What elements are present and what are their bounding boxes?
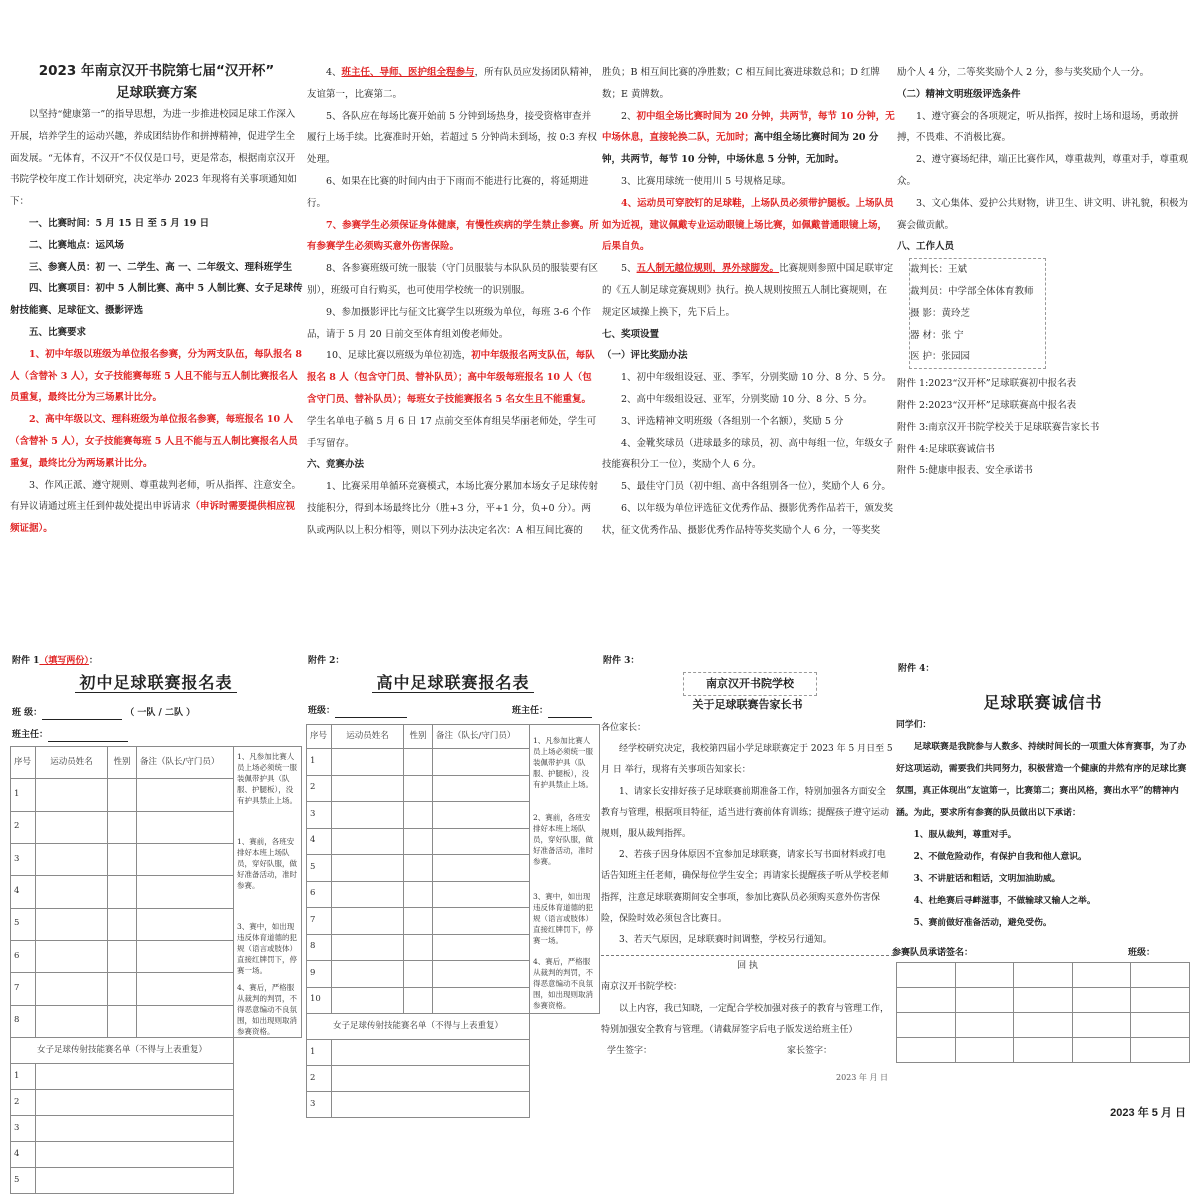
award-6-cont: 励个人 4 分，二等奖奖励个人 2 分，参与奖奖励个人一分。 bbox=[897, 67, 1150, 78]
table-row[interactable]: 5 bbox=[11, 908, 302, 940]
table-row[interactable]: 1 bbox=[307, 1040, 600, 1066]
letter-title-2: 关于足球联赛告家长书 bbox=[692, 698, 803, 711]
letter-item-3: 3、若天气原因，足球联赛时间调整，学校另行通知。 bbox=[619, 935, 832, 946]
student-signature-field[interactable]: 学生签字： bbox=[607, 1046, 653, 1057]
table-row[interactable]: 1 bbox=[307, 749, 600, 776]
attachment-link-2[interactable]: 附件 2:2023“汉开杯”足球联赛高中报名表 bbox=[897, 399, 1077, 411]
table-row[interactable]: 7 bbox=[307, 908, 600, 935]
section-place: 二、比赛地点：运风场 bbox=[29, 239, 125, 251]
letter-item-1: 1、请家长安排好孩子足球联赛前期准备工作，特别加强各方面安全教育与管理，根据项目特征，适当进行赛前体育训练；提醒孩子遵守运动规则，服从裁判指挥。 bbox=[601, 786, 890, 840]
letter-intro: 经学校研究决定，我校第四届小学足球联赛定于 2023 年 5 月日至 5 月 日 举行，现将有关事项告知家长： bbox=[601, 744, 893, 776]
receipt-title: 回 执 bbox=[737, 961, 758, 972]
header-gender: 性别 bbox=[404, 725, 433, 749]
table-row[interactable]: 1 bbox=[11, 1064, 302, 1090]
competition-3: 3、比赛用球统一使用川 5 号规格足球。 bbox=[621, 175, 792, 187]
table-row[interactable]: 6 bbox=[307, 881, 600, 908]
table-row[interactable]: 8 bbox=[307, 934, 600, 961]
section-staff: 八、工作人员 bbox=[897, 241, 955, 253]
teacher-input[interactable] bbox=[548, 717, 592, 718]
attachment-1-label: 附件 1（填写两份）： bbox=[12, 656, 98, 666]
civility-criteria-title: （二）精神文明班级评选条件 bbox=[897, 88, 1021, 100]
competition-5: 5、五人制无越位规则，界外球脚发。比赛规则参照中国足联审定的《五人制足球竞赛规则》执行。换人规则按照五人制比赛规则，在规定区域操上换下，先下后上。 bbox=[602, 263, 894, 318]
attachment-2-senior-form bbox=[306, 652, 600, 1142]
pledge-intro: 足球联赛是我院参与人数多、持续时间长的一项重大体育赛事，为了办好这项运动，需要我们共同努力，积极营造一个健康的井然有序的足球比赛氛围，真正体现出“友谊第一，比赛第二；赛出风格，赛出水平”的精神内涵。为此，要求所有参赛的队员做出以下承诺： bbox=[896, 742, 1187, 818]
junior-rules-cell: 1、凡参加比赛人员上场必须统一服装佩带护具（队服、护腿板），没有护具禁止上场。 1、赛前，各班安排好本班上场队员，穿好队服，做好准备活动，准时参赛。 3、赛中，如出现违反体育道德的犯规（语言或肢体）直接红牌罚下，停赛一场。 4、赛后，严格服从裁判的判罚，不得恶意编动不良氛围，如出现则取消参赛资格。 bbox=[234, 747, 302, 1038]
section-requirements: 五、比赛要求 bbox=[29, 326, 87, 338]
senior-roster-table bbox=[306, 724, 600, 1118]
section-time: 一、比赛时间：5 月 15 日 至 5 月 19 日 bbox=[29, 217, 210, 229]
header-number: 序号 bbox=[307, 725, 332, 749]
award-3: 3、评选精神文明班级（各组别一个名额），奖励 5 分 bbox=[621, 415, 844, 427]
header-name: 运动员姓名 bbox=[332, 725, 404, 749]
pledge-item-1: 1、服从裁判，尊重对手。 bbox=[913, 830, 1017, 840]
letter-title-1: 南京汉开书院学校 bbox=[683, 672, 817, 696]
requirement-1: 1、初中年级以班级为单位报名参赛，分为两支队伍，每队报名 8 人（含替补 3 人），女子技能赛每班 5 人且不能与五人制比赛报名人员重复，最终比分为三场累计比分。 bbox=[10, 348, 303, 404]
attachment-2-title: 高中足球联赛报名表 bbox=[306, 672, 600, 694]
header-name: 运动员姓名 bbox=[36, 747, 108, 779]
pledge-class-label: 班级： bbox=[1128, 948, 1156, 958]
rule-4: 4、班主任、导师、医护组全程参与，所有队员应发扬团队精神，友谊第一，比赛第二。 bbox=[307, 67, 599, 100]
table-row[interactable]: 7 bbox=[11, 973, 302, 1005]
pledge-item-5: 5、赛前做好准备活动，避免受伤。 bbox=[913, 918, 1052, 928]
pledge-signature-table[interactable] bbox=[896, 962, 1190, 1063]
rule-6: 6、如果在比赛的时间内由于下雨而不能进行比赛的，将延期进行。 bbox=[307, 175, 589, 209]
plan-column-4 bbox=[897, 62, 1190, 502]
section-participants: 三、参赛人员：初 一、二学生、高 一、二年级文、理科班学生 bbox=[29, 261, 293, 273]
receipt-text: 以上内容，我已知晓，一定配合学校加强对孩子的教育与管理工作，特别加强安全教育与管理。（请截屏签字后电子版发送给班主任） bbox=[601, 1003, 890, 1035]
section-competition: 六、竞赛办法 bbox=[307, 459, 365, 471]
header-number: 序号 bbox=[11, 747, 36, 779]
attachment-link-4[interactable]: 附件 4:足球联赛诚信书 bbox=[897, 443, 995, 455]
rule-7: 7、参赛学生必须保证身体健康，有慢性疾病的学生禁止参赛。所有参赛学生必须购买意外伤害保险。 bbox=[307, 219, 599, 253]
award-1: 1、初中年级组设冠、亚、季军，分别奖励 10 分、8 分、5 分。 bbox=[621, 372, 892, 384]
table-row[interactable]: 4 bbox=[11, 1142, 302, 1168]
pledge-greeting: 同学们： bbox=[896, 720, 932, 730]
pledge-item-3: 3、不讲脏话和粗话，文明加油助威。 bbox=[913, 874, 1061, 884]
letter-item-2: 2、若孩子因身体原因不宜参加足球联赛，请家长写书面材料或打电话告知班主任老师，确保每位学生安全；再请家长提醒孩子听从学校老师指挥，注意足球联赛期间安全事项，参加比赛队员必须购买意外伤害保险，保险时效必须包含比赛日。 bbox=[601, 850, 890, 924]
table-row[interactable]: 3 bbox=[11, 1116, 302, 1142]
senior-rules-cell: 1、凡参加比赛人员上场必须统一服装佩带护具（队服、护腿板），没有护具禁止上场。 2、赛前，各班安排好本班上场队员，穿好队服，做好准备活动，准时参赛。 3、赛中，如出现违反体育道德的犯规（语言或肢体）直接红牌罚下，停赛一场。 4、赛后，严格服从裁判的判罚，不得恶意编动不良氛围，如出现则取消参赛资格。 bbox=[530, 725, 600, 1014]
award-4: 4、金靴奖球员（进球最多的球员，初、高中每组一位，年级女子技能赛积分工一位），奖励个人 6 分。 bbox=[602, 437, 894, 471]
teacher-field: 班主任： bbox=[12, 728, 128, 742]
rule-9: 9、参加摄影评比与征文比赛学生以班级为单位，每班 3-6 个作品，请于 5 月 20 日前交至体育组刘俊老师处。 bbox=[307, 306, 591, 340]
award-6: 6、以年级为单位评选征文优秀作品、摄影优秀作品若干，颁发奖状，征文优秀作品、摄影优秀作品特等奖奖励个人 6 分，一等奖奖 bbox=[602, 502, 894, 536]
table-row[interactable]: 2 bbox=[307, 1066, 600, 1092]
table-row[interactable]: 6 bbox=[11, 940, 302, 972]
attachment-3-label: 附件 3： bbox=[603, 656, 640, 666]
class-field: 班 级： （ 一队 / 二队 ） bbox=[12, 708, 196, 718]
table-row[interactable]: 4 bbox=[307, 828, 600, 855]
rule-8: 8、各参赛班级可统一服装（守门员服装与本队队员的服装要有区别），班级可自行购买，也可使用学校统一的识别服。 bbox=[307, 263, 599, 296]
plan-column-2 bbox=[307, 62, 599, 552]
section-events: 四、比赛项目：初中 5 人制比赛、高中 5 人制比赛、女子足球传射技能赛、足球征文、摄影评选 bbox=[10, 283, 303, 317]
section-awards: 七、奖项设置 bbox=[602, 328, 660, 340]
table-row[interactable]: 2 bbox=[11, 1090, 302, 1116]
document-title: 2023 年南京汉开书院第七届“汉开杯” 足球联赛方案 bbox=[38, 63, 275, 101]
pledge-date: 2023 年 5 月 日 bbox=[1110, 1107, 1186, 1119]
competition-4: 4、运动员可穿胶钉的足球鞋，上场队员必须带护腿板。上场队员如为近视，建议佩戴专业运动眼镜上场比赛，如佩戴普通眼镜上场，后果自负。 bbox=[602, 197, 894, 253]
intro-paragraph: 以坚持“健康第一”的指导思想，为进一步推进校园足球工作深入开展，培养学生的运动兴趣，养成团结协作和拼搏精神，促进学生全面发展。“无体育，不汉开”不仅仅是口号，更是常态，根据南京汉开书院学校年度工作计划研究，决定举办 2023 年现将有关事项通知如下： bbox=[10, 109, 297, 208]
attachment-link-3[interactable]: 附件 3:南京汉开书院学校关于足球联赛告家长书 bbox=[897, 421, 1100, 433]
class-input[interactable] bbox=[42, 719, 122, 720]
rule-5: 5、各队应在每场比赛开始前 5 分钟到场热身，接受资格审查并履行上场手续。比赛准时开始，若超过 5 分钟尚未到场，按 0:3 弃权处理。 bbox=[307, 110, 597, 166]
junior-roster-table bbox=[10, 746, 302, 1194]
civility-3: 3、文心集体、爱护公共财物，讲卫生、讲文明、讲礼貌，积极为赛会做贡献。 bbox=[897, 197, 1189, 231]
civility-2: 2、遵守赛场纪律，端正比赛作风，尊重裁判，尊重对手，尊重观众。 bbox=[897, 154, 1189, 187]
competition-1: 1、比赛采用单循环竞赛模式，本场比赛分累加本场女子足球传射技能积分，得到本场最终比分（胜+3 分，平+1 分，负+0 分）。两队或两队以上积分相等，则以下列办法决定名次：A 相互间比赛的 bbox=[307, 481, 599, 536]
table-row[interactable]: 8 bbox=[11, 1005, 302, 1037]
header-remark: 备注（队长/守门员） bbox=[137, 747, 234, 779]
header-remark: 备注（队长/守门员） bbox=[433, 725, 530, 749]
girls-list-title: 女子足球传射技能赛名单（不得与上表重复） bbox=[11, 1038, 234, 1064]
plan-column-3 bbox=[602, 62, 896, 552]
letter-greeting: 各位家长： bbox=[601, 723, 647, 733]
teacher-input[interactable] bbox=[48, 741, 128, 742]
attachment-link-1[interactable]: 附件 1:2023“汉开杯”足球联赛初中报名表 bbox=[897, 378, 1077, 390]
attachment-4-title: 足球联赛诚信书 bbox=[983, 693, 1103, 712]
letter-date: 2023 年 月 日 bbox=[836, 1073, 888, 1083]
table-row[interactable]: 10 bbox=[307, 987, 600, 1014]
teacher-field: 班主任： bbox=[512, 704, 592, 718]
civility-1: 1、遵守赛会的各项规定，听从指挥，按时上场和退场，勇敢拼搏，不畏难、不消极比赛。 bbox=[897, 110, 1179, 144]
header-gender: 性别 bbox=[108, 747, 137, 779]
attachment-list bbox=[897, 373, 1190, 482]
competition-2: 2、初中组全场比赛时间为 20 分钟，共两节，每节 10 分钟，无中场休息，直接轮换二队，无加时；高中组全场比赛时间为 20 分钟，共两节，每节 10 分钟，中场休息 5 分钟，无加时。 bbox=[602, 110, 895, 166]
requirement-3: 3、作风正派、遵守规则、尊重裁判老师，听从指挥、注意安全。有异议请通过班主任到仲裁处提出申诉请求（申诉时需要提供相应视频证据）。 bbox=[10, 479, 302, 535]
table-row[interactable]: 3 bbox=[307, 1092, 600, 1118]
table-row[interactable]: 4 bbox=[11, 876, 302, 908]
awards-method: （一）评比奖励办法 bbox=[602, 350, 688, 362]
attachment-4-integrity-pledge bbox=[892, 660, 1190, 1130]
pledge-item-4: 4、杜绝赛后寻衅滋事，不做输球又输人之举。 bbox=[913, 896, 1096, 906]
table-row[interactable]: 9 bbox=[307, 961, 600, 988]
table-row[interactable]: 2 bbox=[11, 811, 302, 843]
attachment-1-junior-form bbox=[10, 652, 302, 1185]
class-input[interactable] bbox=[335, 717, 407, 718]
pledge-item-2: 2、不做危险动作，有保护自我和他人意识。 bbox=[913, 852, 1087, 862]
table-row[interactable]: 5 bbox=[11, 1168, 302, 1194]
attachment-2-label: 附件 2： bbox=[308, 656, 345, 666]
attachment-1-title: 初中足球联赛报名表 bbox=[10, 672, 302, 694]
girls-list-title: 女子足球传射技能赛名单（不得与上表重复） bbox=[307, 1014, 530, 1040]
award-5: 5、最佳守门员（初中组、高中各组别各一位），奖励个人 6 分。 bbox=[621, 481, 891, 493]
attachment-3-parent-letter bbox=[601, 652, 894, 1142]
class-field: 班级： bbox=[308, 704, 407, 718]
pledge-sign-label: 参赛队员承诺签名： bbox=[892, 948, 974, 958]
rule-10: 10、足球比赛以班级为单位初选，初中年级报名两支队伍，每队报名 8 人（包含守门员、替补队员）；高中年级每班报名 10 人（包含守门员、替补队员）；每班女子技能赛报名 5 名女生且不能重复。学生名单电子稿 5 月 6 日 17 点前交至体育组吴华丽老师处，学生可手写留存。 bbox=[307, 350, 597, 449]
table-row[interactable]: 5 bbox=[307, 855, 600, 882]
receipt-to: 南京汉开书院学校： bbox=[601, 982, 683, 993]
award-2: 2、高中年级组设冠、亚军，分别奖励 10 分、8 分、5 分。 bbox=[621, 393, 873, 405]
parent-signature-field[interactable]: 家长签字： bbox=[787, 1046, 833, 1057]
competition-1-cont: 胜负；B 相互间比赛的净胜数；C 相互间比赛进球数总和；D 红牌数；E 黄牌数。 bbox=[602, 67, 880, 100]
plan-column-1 bbox=[10, 60, 303, 550]
attachment-4-label: 附件 4： bbox=[898, 664, 935, 674]
attachment-link-5[interactable]: 附件 5:健康申报表、安全承诺书 bbox=[897, 465, 1033, 477]
table-row[interactable]: 3 bbox=[307, 802, 600, 829]
table-row[interactable]: 2 bbox=[307, 775, 600, 802]
staff-list: 裁判长：王斌 裁判员：中学部全体体育教师 摄 影：黄玲芝 器 材：张 宁 医 护：张园园 bbox=[909, 258, 1046, 369]
table-row[interactable]: 1 bbox=[11, 779, 302, 811]
table-row[interactable]: 3 bbox=[11, 843, 302, 875]
requirement-2: 2、高中年级以文、理科班级为单位报名参赛，每班报名 10 人（含替补 5 人），女子技能赛每班 5 人且不能与五人制比赛报名人员重复，最终比分为两场累计比分。 bbox=[10, 414, 298, 469]
